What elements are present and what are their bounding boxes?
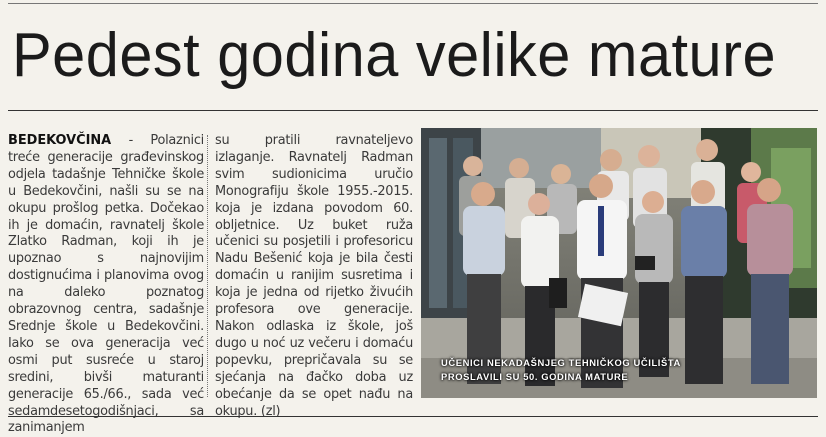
headline: Pedest godina velike mature	[12, 21, 777, 90]
article-column-1	[8, 133, 204, 437]
column-divider	[207, 135, 208, 397]
photo-caption: UČENICI NEKADAŠNJEG TEHNIČKOG UČILIŠTA PROSLAVILI SU 50. GODINA MATURE	[441, 357, 681, 382]
article-column-2	[215, 133, 413, 420]
column-2-text: su pratili ravnateljevo izlaganje. Ravnatelj Radman svim sudionicima uručio Monografiju škole 1955.-2015. koja je izdana povodom 60. obljetnice. Uz buket ruža učenici su posjetili i profesoricu Nadu Bešenić koja je bila česti domaćin u ranijim susretima i koja je jedna od rijetko živućih profesora ove generacije. Nakon odlaska iz škole, još dugo u noć uz večeru i domaću popevku, prepričavala su se sjećanja na đačko doba uz obećanje da se opet nađu na okupu. (zl)	[215, 133, 413, 419]
bottom-rule	[8, 416, 818, 417]
lead-place: BEDEKOVČINA	[8, 133, 112, 148]
top-rule	[8, 3, 818, 4]
headline-rule	[8, 110, 818, 111]
column-1-text: - Polaznici treće generacije građevinskog odjela tadašnje Tehničke škole u Bedekovčini, našli su se na okupu prošlog petka. Dočekao ih je domaćin, ravnatelj škole Zlatko Radman, koji ih je upoznao s najnovijim dostignućima i planovima ovog na daleko poznatog obrazovnog centra, sadašnje Srednje škole u Bedekovčini. Iako se ova generacija već osmi put susreće u staroj sredini, bivši maturanti generacije 65./66., sada već sedamdesetogodišnjaci, sa zanimanjem	[8, 133, 204, 436]
